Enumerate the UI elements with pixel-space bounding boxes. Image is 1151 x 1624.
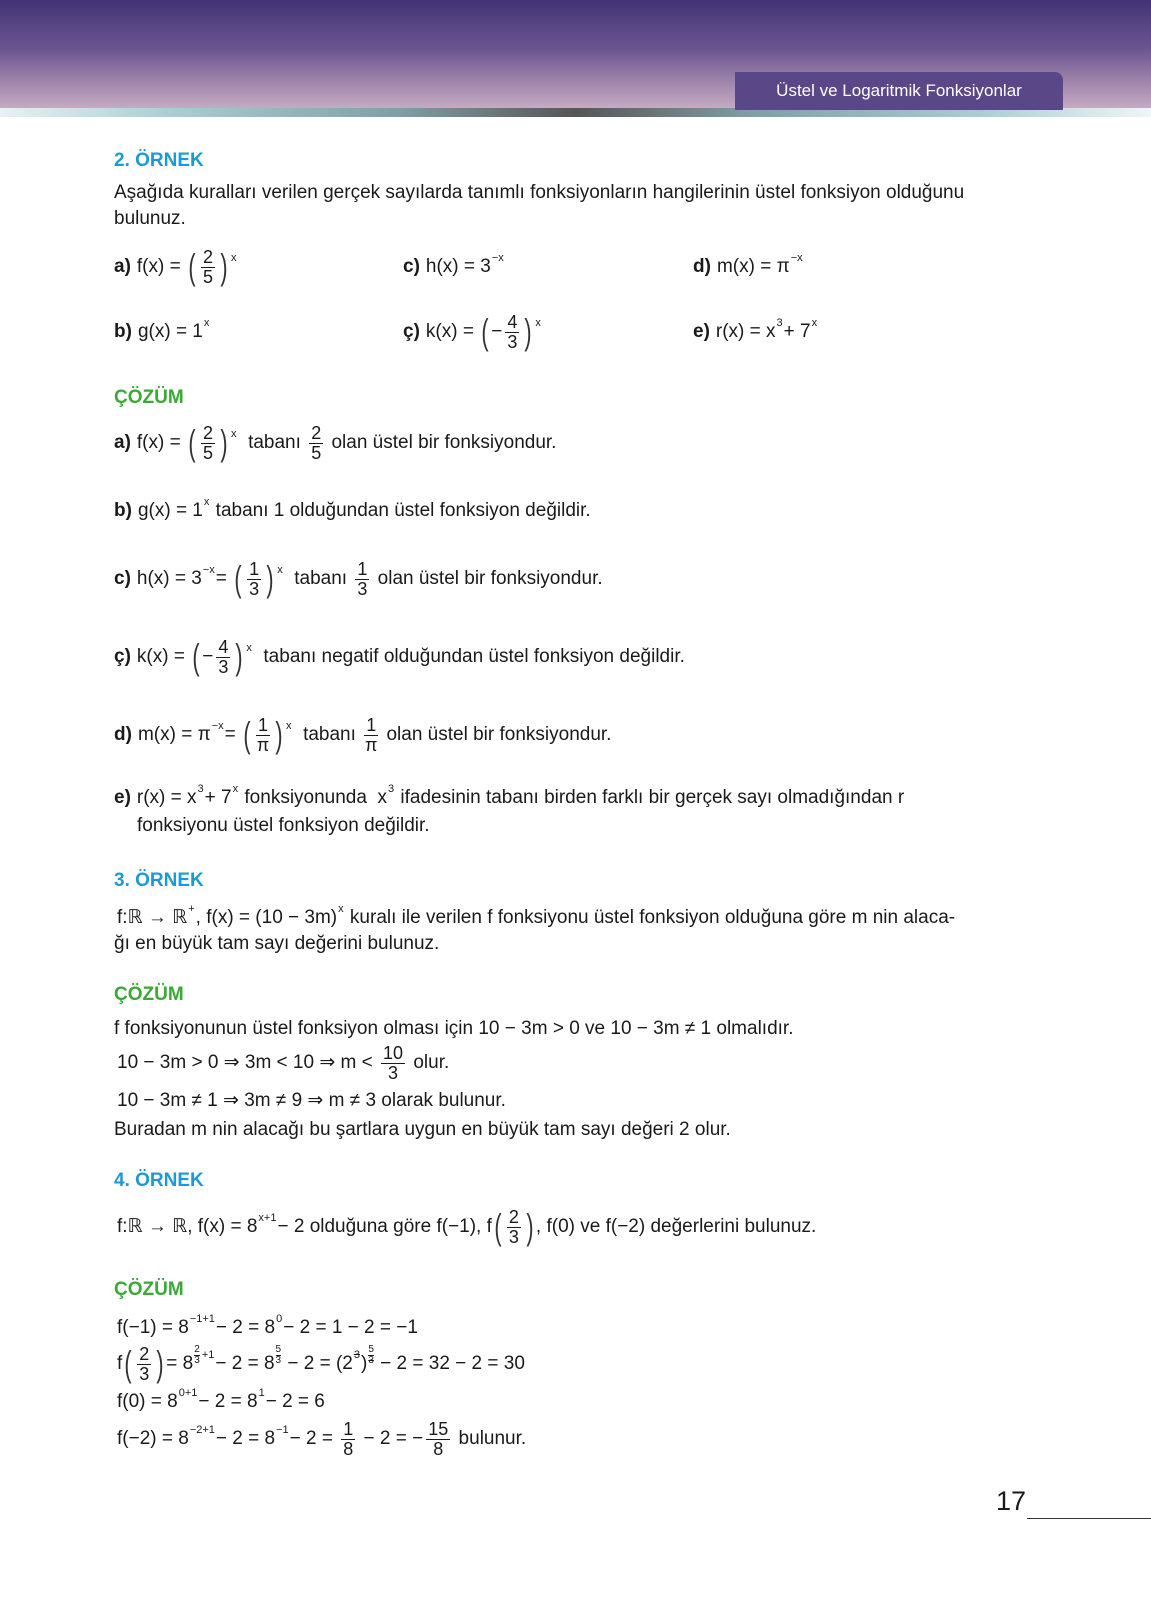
text-run: f(0) = 8 bbox=[117, 1391, 178, 1412]
text-run: olan üstel bir fonksiyondur. bbox=[326, 432, 557, 453]
denominator: 3 bbox=[275, 1354, 282, 1366]
exponent: 0 bbox=[276, 1313, 283, 1325]
chapter-title-tab: Üstel ve Logaritmik Fonksiyonlar bbox=[735, 72, 1063, 110]
text-run: f(−1) = 8 bbox=[117, 1317, 189, 1338]
text-run: tabanı bbox=[292, 724, 362, 745]
text-line bbox=[403, 311, 542, 352]
parenthesis: ) bbox=[526, 1206, 534, 1247]
section-heading bbox=[114, 385, 184, 411]
text-run: − 2 = 32 − 2 = 30 bbox=[374, 1353, 525, 1374]
denominator: 3 bbox=[508, 1226, 519, 1247]
item-label: a) bbox=[114, 432, 131, 453]
text-run: ÇÖZÜM bbox=[114, 387, 184, 408]
exponent: −x bbox=[202, 564, 215, 576]
text-run: tabanı negatif olduğundan üstel fonksiyon değildir. bbox=[252, 646, 685, 667]
exponent: x bbox=[246, 642, 252, 654]
numerator: 5 bbox=[275, 1343, 282, 1355]
text-run: h(x) = 3 bbox=[136, 568, 202, 589]
parenthesis: ( bbox=[192, 636, 200, 677]
numerator: 2 bbox=[508, 1206, 519, 1227]
denominator: 3 bbox=[368, 1354, 374, 1366]
text-line bbox=[114, 785, 904, 811]
numerator: 2 bbox=[311, 422, 322, 443]
exponent-fraction bbox=[194, 1345, 200, 1366]
exponent: x bbox=[231, 252, 237, 264]
text-run: r(x) = x bbox=[715, 321, 776, 342]
denominator: 3 bbox=[507, 331, 518, 352]
numerator: 1 bbox=[357, 558, 368, 579]
text-run: f(x) = bbox=[136, 432, 186, 453]
text-line bbox=[114, 558, 603, 599]
text-run: f fonksiyonunun üstel fonksiyon olması için 10 − 3m > 0 ve 10 − 3m ≠ 1 olmalıdır. bbox=[114, 1018, 794, 1039]
fraction bbox=[247, 560, 261, 599]
section-heading bbox=[114, 148, 204, 174]
exponent: 3 bbox=[776, 317, 783, 329]
text-line bbox=[114, 422, 557, 463]
text-run: 2. ÖRNEK bbox=[114, 150, 204, 171]
text-run: m(x) = π bbox=[716, 256, 790, 277]
text-run: , f(x) = (10 − 3m) bbox=[195, 907, 338, 928]
text-run: 10 − 3m ≠ 1 ⇒ 3m ≠ 9 ⇒ m ≠ 3 olarak bulunur. bbox=[117, 1090, 506, 1111]
item-label: d) bbox=[114, 724, 132, 745]
text-line bbox=[114, 1016, 793, 1042]
text-run: Buradan m nin alacağı bu şartlara uygun en büyük tam sayı değeri 2 olur. bbox=[114, 1119, 731, 1140]
text-run: − 2 = (2 bbox=[282, 1353, 353, 1374]
numerator: 2 bbox=[203, 246, 214, 267]
item-label: ç) bbox=[114, 646, 131, 667]
denominator: 3 bbox=[218, 656, 229, 677]
fraction bbox=[137, 1345, 151, 1384]
text-run: + 7 bbox=[783, 321, 811, 342]
parenthesis: ) bbox=[156, 1343, 164, 1384]
exponent-fraction bbox=[368, 1345, 374, 1366]
item-label: a) bbox=[114, 256, 131, 277]
exponent: x bbox=[203, 496, 210, 508]
text-run: − 2 = 8 bbox=[215, 1317, 276, 1338]
text-run: h(x) = 3 bbox=[425, 256, 491, 277]
numerator: 15 bbox=[428, 1418, 449, 1439]
numerator: 1 bbox=[343, 1418, 354, 1439]
text-line bbox=[114, 931, 439, 957]
text-line bbox=[117, 1042, 450, 1083]
text-line bbox=[114, 246, 238, 287]
text-run: fonksiyonunda x bbox=[239, 787, 387, 808]
text-line bbox=[114, 714, 612, 755]
section-heading bbox=[114, 1168, 204, 1194]
text-run: − 2 = 8 bbox=[198, 1391, 258, 1412]
text-run: 10 − 3m > 0 ⇒ 3m < 10 ⇒ m < bbox=[117, 1052, 379, 1073]
text-line bbox=[114, 636, 685, 677]
page-number-rule bbox=[1027, 1518, 1151, 1519]
text-run: ) bbox=[361, 1353, 368, 1374]
fraction bbox=[341, 1420, 355, 1459]
text-run: fonksiyonu üstel fonksiyon değildir. bbox=[137, 815, 430, 836]
text-run: + 7 bbox=[204, 787, 232, 808]
parenthesis: ) bbox=[235, 636, 243, 677]
text-run: bulunur. bbox=[453, 1428, 527, 1449]
item-label: e) bbox=[114, 787, 131, 808]
text-run: m(x) = π bbox=[137, 724, 211, 745]
denominator: 3 bbox=[388, 1062, 399, 1083]
exponent: x bbox=[338, 903, 344, 915]
text-line bbox=[117, 1389, 325, 1415]
exponent: −x bbox=[790, 252, 803, 264]
denominator: π bbox=[256, 734, 270, 755]
item-label: c) bbox=[114, 568, 131, 589]
text-line bbox=[117, 1418, 527, 1459]
numerator: 4 bbox=[218, 636, 229, 657]
section-heading bbox=[114, 868, 204, 894]
exponent: x bbox=[286, 720, 292, 732]
text-run: f bbox=[117, 1353, 123, 1374]
page-number: 17 bbox=[996, 1486, 1027, 1516]
exponent: x bbox=[232, 783, 239, 795]
text-run: g(x) = 1 bbox=[137, 321, 203, 342]
exponent: x bbox=[231, 428, 237, 440]
fraction bbox=[507, 1208, 521, 1247]
denominator: 3 bbox=[357, 578, 368, 599]
parenthesis: ) bbox=[524, 311, 532, 352]
text-run: tabanı bbox=[283, 568, 353, 589]
text-line bbox=[117, 1206, 817, 1247]
exponent: −1 bbox=[276, 1424, 289, 1436]
parenthesis: ) bbox=[275, 714, 283, 755]
parenthesis: ) bbox=[266, 558, 274, 599]
text-run: g(x) = 1 bbox=[137, 500, 203, 521]
fraction bbox=[256, 716, 270, 755]
text-run: 4. ÖRNEK bbox=[114, 1170, 204, 1191]
text-run: Aşağıda kuralları verilen gerçek sayılarda tanımlı fonksiyonların hangilerinin üstel fonksiyon olduğunu bbox=[114, 182, 965, 203]
text-line bbox=[137, 813, 430, 839]
exponent: 3 bbox=[197, 783, 204, 795]
text-run: ğı en büyük tam sayı değerini bulunuz. bbox=[114, 933, 440, 954]
denominator: 8 bbox=[343, 1438, 354, 1459]
text-line bbox=[114, 1117, 731, 1143]
exponent: x bbox=[811, 317, 818, 329]
text-run: − bbox=[202, 646, 214, 667]
fraction bbox=[426, 1420, 450, 1459]
text-run: = bbox=[215, 568, 233, 589]
exponent: x bbox=[203, 317, 210, 329]
text-run: f:ℝ → ℝ, f(x) = 8 bbox=[117, 1216, 258, 1237]
exponent: x+1 bbox=[258, 1212, 277, 1224]
text-run: r(x) = x bbox=[136, 787, 197, 808]
parenthesis: ( bbox=[188, 246, 196, 287]
fraction bbox=[309, 424, 323, 463]
text-line bbox=[114, 498, 591, 524]
exponent: 1 bbox=[258, 1387, 265, 1399]
fraction bbox=[381, 1044, 405, 1083]
text-run: ÇÖZÜM bbox=[114, 1279, 184, 1300]
section-heading bbox=[114, 982, 184, 1008]
parenthesis: ( bbox=[243, 714, 251, 755]
denominator: 3 bbox=[139, 1363, 150, 1384]
numerator: 2 bbox=[139, 1343, 150, 1364]
item-label: b) bbox=[114, 321, 132, 342]
denominator: π bbox=[364, 734, 378, 755]
text-run: − 2 olduğuna göre f(−1), f bbox=[277, 1216, 492, 1237]
numerator: 2 bbox=[203, 422, 214, 443]
exponent: −1+1 bbox=[189, 1313, 215, 1325]
text-run: kuralı ile verilen f fonksiyonu üstel fonksiyon olduğuna göre m nin alaca- bbox=[344, 907, 956, 928]
text-run: tabanı bbox=[237, 432, 307, 453]
exponent: −x bbox=[211, 720, 224, 732]
item-label: d) bbox=[693, 256, 711, 277]
fraction bbox=[364, 716, 378, 755]
text-line bbox=[403, 254, 505, 280]
exponent: 3 bbox=[388, 783, 395, 795]
parenthesis: ( bbox=[494, 1206, 502, 1247]
parenthesis: ) bbox=[220, 422, 228, 463]
text-run: − 2 = − bbox=[358, 1428, 424, 1449]
text-run: = bbox=[224, 724, 241, 745]
numerator: 4 bbox=[507, 311, 518, 332]
numerator: 1 bbox=[258, 714, 269, 735]
text-run: f(−2) = 8 bbox=[117, 1428, 189, 1449]
parenthesis: ( bbox=[234, 558, 242, 599]
text-run: olan üstel bir fonksiyondur. bbox=[381, 724, 612, 745]
fraction bbox=[355, 560, 369, 599]
numerator: 1 bbox=[366, 714, 377, 735]
text-run: − 2 = 6 bbox=[265, 1391, 325, 1412]
numerator: 5 bbox=[368, 1343, 374, 1355]
parenthesis: ) bbox=[220, 246, 228, 287]
text-line bbox=[693, 254, 804, 280]
text-run: 3. ÖRNEK bbox=[114, 870, 204, 891]
text-run: bulunuz. bbox=[114, 208, 186, 229]
denominator: 5 bbox=[203, 442, 214, 463]
text-line bbox=[117, 1088, 506, 1114]
text-run: olur. bbox=[408, 1052, 450, 1073]
exponent: 0+1 bbox=[178, 1387, 198, 1399]
text-line bbox=[114, 206, 186, 232]
text-line bbox=[693, 319, 818, 345]
text-run: = 8 bbox=[166, 1353, 194, 1374]
fraction bbox=[201, 424, 215, 463]
text-line bbox=[117, 1315, 418, 1341]
item-label: c) bbox=[403, 256, 420, 277]
fraction bbox=[216, 638, 230, 677]
text-run: f(x) = bbox=[136, 256, 186, 277]
text-run: tabanı 1 olduğundan üstel fonksiyon değildir. bbox=[210, 500, 591, 521]
text-run: ifadesinin tabanı birden farklı bir gerçek sayı olmadığından r bbox=[395, 787, 905, 808]
item-label: e) bbox=[693, 321, 710, 342]
numerator: 2 bbox=[194, 1343, 200, 1355]
text-run: − bbox=[491, 321, 503, 342]
denominator: 8 bbox=[433, 1438, 444, 1459]
fraction bbox=[201, 248, 215, 287]
exponent: x bbox=[535, 317, 541, 329]
text-run: k(x) = bbox=[425, 321, 480, 342]
exponent-fraction bbox=[276, 1345, 282, 1366]
fraction bbox=[505, 313, 519, 352]
text-run: k(x) = bbox=[136, 646, 191, 667]
exponent: −2+1 bbox=[189, 1424, 215, 1436]
exponent: x bbox=[277, 564, 283, 576]
numerator: 1 bbox=[249, 558, 260, 579]
text-run: ÇÖZÜM bbox=[114, 984, 184, 1005]
text-run: − 2 = bbox=[289, 1428, 339, 1449]
text-run: f:ℝ → ℝ bbox=[117, 907, 188, 928]
text-line bbox=[114, 180, 964, 206]
parenthesis: ( bbox=[188, 422, 196, 463]
numerator: 10 bbox=[383, 1042, 404, 1063]
text-line bbox=[117, 1343, 525, 1384]
text-run: − 2 = 8 bbox=[215, 1428, 276, 1449]
exponent: + bbox=[188, 903, 195, 915]
denominator: 5 bbox=[203, 266, 214, 287]
exponent: −x bbox=[491, 252, 504, 264]
denominator: 5 bbox=[311, 442, 322, 463]
item-label: b) bbox=[114, 500, 132, 521]
text-run: − 2 = 1 − 2 = −1 bbox=[283, 1317, 418, 1338]
text-run: , f(0) ve f(−2) değerlerini bulunuz. bbox=[535, 1216, 817, 1237]
text-run: − 2 = 8 bbox=[215, 1353, 275, 1374]
section-heading bbox=[114, 1277, 184, 1303]
denominator: 3 bbox=[194, 1354, 200, 1366]
exponent: +1 bbox=[201, 1349, 215, 1361]
parenthesis: ( bbox=[124, 1343, 132, 1384]
item-label: ç) bbox=[403, 321, 420, 342]
text-line bbox=[114, 319, 210, 345]
text-run: olan üstel bir fonksiyondur. bbox=[372, 568, 603, 589]
denominator: 3 bbox=[249, 578, 260, 599]
cancelled-exponent: 3 bbox=[353, 1349, 360, 1361]
text-line bbox=[117, 905, 955, 931]
parenthesis: ( bbox=[481, 311, 489, 352]
